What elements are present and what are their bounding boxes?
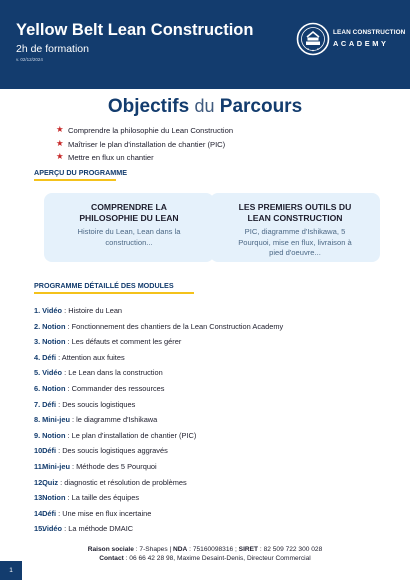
footer-separator: ; (235, 546, 239, 553)
overview-card-philosophy (44, 193, 214, 262)
objective-item (56, 152, 233, 166)
siret-value: : 82 509 722 300 028 (258, 546, 323, 553)
module-item (34, 431, 283, 447)
module-number: 8. (34, 415, 41, 425)
card-text-line: Pourquoi, mise en flux, livraison à (238, 237, 352, 247)
objective-item (56, 125, 233, 139)
overview-card-tools (210, 193, 380, 262)
star-icon: ★ (56, 151, 64, 161)
course-title: Yellow Belt Lean Construction (16, 21, 254, 39)
objectives-title (0, 96, 410, 118)
program-heading-text: PROGRAMME DÉTAILLÉ DES MODULES (34, 281, 174, 290)
raison-sociale-value: : 7-Shapes (133, 546, 170, 553)
objectives-title-word2: du (194, 96, 215, 116)
card-text-line: construction... (105, 237, 153, 247)
module-type: Vidéo (42, 524, 63, 534)
module-item (34, 462, 283, 478)
module-number: 15. (34, 524, 45, 534)
module-number: 4. (34, 352, 41, 362)
module-text: : Le plan d'installation de chantier (PIC) (65, 430, 197, 440)
academy-emblem-icon (296, 22, 330, 56)
footer-separator: | (169, 546, 174, 553)
module-type: Défi (42, 446, 57, 456)
module-text: : le diagramme d'Ishikawa (69, 415, 158, 425)
lean-construction-academy-logo (296, 22, 406, 58)
module-item (34, 524, 283, 540)
module-number: 7. (34, 399, 41, 409)
module-text: : Une mise en flux incertaine (56, 508, 152, 518)
module-item (34, 322, 283, 338)
modules-list (34, 306, 283, 540)
nda-value: : 75160098316 (187, 546, 235, 553)
objective-text: Mettre en flux un chantier (68, 153, 154, 162)
module-number: 1. (34, 306, 41, 315)
module-number: 12. (34, 477, 45, 487)
module-number: 3. (34, 337, 41, 347)
card-title-line: LEAN CONSTRUCTION (247, 213, 343, 223)
module-item (34, 368, 283, 384)
module-text: : Des soucis logistiques aggravés (56, 446, 168, 456)
heading-underline (34, 292, 194, 295)
module-type: Mini-jeu (42, 461, 70, 471)
program-heading (34, 281, 174, 290)
logo-text-line2: ACADEMY (333, 39, 389, 48)
module-text: : Attention aux fuites (56, 352, 125, 362)
version-date: v. 02/12/2024 (16, 57, 43, 62)
module-type: Notion (42, 337, 66, 347)
module-type: Défi (42, 399, 57, 409)
module-type: Notion (42, 430, 66, 440)
objective-text: Comprendre la philosophie du Lean Construction (68, 126, 234, 135)
card-description (52, 227, 206, 248)
module-text: : Fonctionnement des chantiers de la Lean Construction Academy (65, 321, 284, 331)
nda-label: NDA (173, 546, 188, 553)
module-number: 14. (34, 508, 45, 518)
module-type: Notion (42, 383, 66, 393)
contact-value: : 06 66 42 28 98, Maxime Desaint-Denis, Directeur Commercial (123, 555, 311, 562)
module-text: : Histoire du Lean (62, 306, 123, 315)
module-text: : diagnostic et résolution de problèmes (58, 477, 187, 487)
objectives-list (56, 125, 233, 166)
module-item (34, 306, 283, 322)
module-type: Défi (42, 352, 57, 362)
module-type: Vidéo (42, 306, 63, 315)
card-text-line: pied d'oeuvre... (269, 248, 321, 258)
card-title (210, 202, 380, 224)
siret-label: SIRET (238, 546, 259, 553)
footer-company-line (0, 546, 410, 553)
footer-contact-line (0, 555, 410, 562)
module-item (34, 509, 283, 525)
module-item (34, 384, 283, 400)
module-item (34, 415, 283, 431)
module-type: Notion (42, 493, 66, 503)
module-text: : La méthode DMAIC (62, 524, 134, 534)
header-banner (0, 0, 410, 89)
card-text-line: PIC, diagramme d'Ishikawa, 5 (244, 227, 346, 236)
card-text-line: Histoire du Lean, Lean dans la (77, 227, 181, 236)
module-type: Vidéo (42, 368, 63, 378)
page-number: 1 (0, 561, 22, 580)
heading-underline (34, 179, 116, 182)
star-icon: ★ (56, 124, 64, 134)
module-text: : Des soucis logistiques (56, 399, 136, 409)
module-item (34, 337, 283, 353)
card-title-line: LES PREMIERS OUTILS DU (238, 202, 352, 212)
overview-heading (34, 168, 127, 177)
module-text: : Commander des ressources (65, 383, 165, 393)
module-type: Quiz (42, 477, 59, 487)
module-type: Notion (42, 321, 66, 331)
card-title-line: COMPRENDRE LA (91, 202, 167, 212)
module-item (34, 400, 283, 416)
card-title-line: PHILOSOPHIE DU LEAN (79, 213, 179, 223)
logo-text-line1: LEAN CONSTRUCTION (333, 29, 406, 36)
module-item (34, 353, 283, 369)
module-type: Mini-jeu (42, 415, 70, 425)
module-number: 5. (34, 368, 41, 378)
module-item (34, 493, 283, 509)
objectives-title-word1: Objectifs (107, 96, 190, 117)
objectives-title-word3: Parcours (219, 96, 303, 117)
module-number: 2. (34, 321, 41, 331)
module-type: Défi (42, 508, 57, 518)
objective-item (56, 139, 233, 153)
course-duration: 2h de formation (16, 43, 89, 55)
module-item (34, 478, 283, 494)
module-number: 10. (34, 446, 45, 456)
module-text: : Les défauts et comment les gérer (65, 337, 182, 347)
module-number: 9. (34, 430, 41, 440)
card-title (44, 202, 214, 224)
overview-heading-text: APERÇU DU PROGRAMME (34, 168, 128, 177)
star-icon: ★ (56, 137, 64, 148)
card-description (218, 227, 372, 259)
module-text: : La taille des équipes (65, 493, 140, 503)
contact-label: Contact (99, 555, 124, 562)
module-number: 6. (34, 383, 41, 393)
raison-sociale-label: Raison sociale (87, 546, 134, 553)
objective-text: Maîtriser le plan d'installation de chantier (PIC) (68, 139, 226, 149)
module-text: : Le Lean dans la construction (62, 368, 163, 378)
module-number: 13. (34, 493, 45, 503)
module-item (34, 446, 283, 462)
module-number: 11. (34, 461, 44, 471)
module-text: : Méthode des 5 Pourquoi (69, 461, 157, 471)
